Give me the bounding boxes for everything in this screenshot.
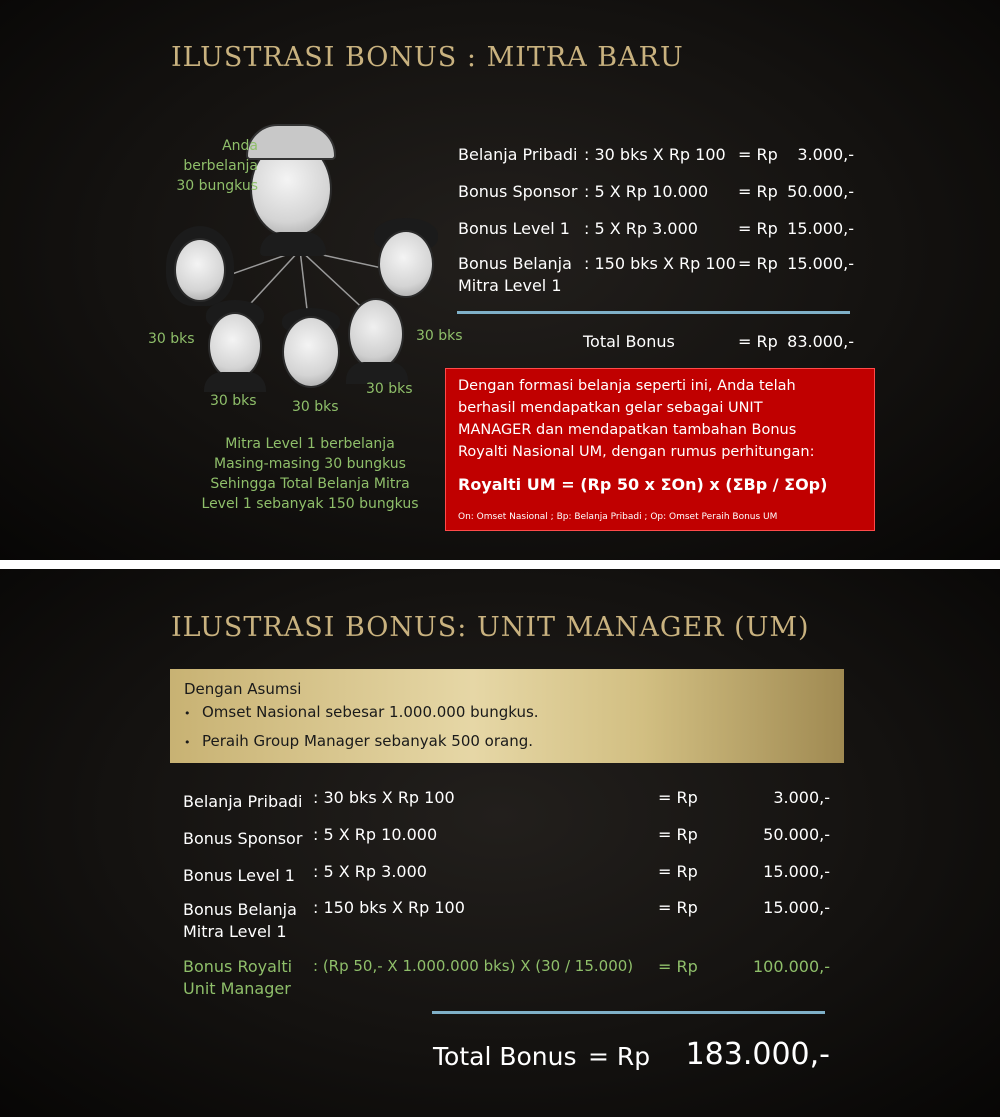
caption-30bks-left: 30 bks bbox=[148, 331, 195, 347]
caption-line: Mitra Level 1 berbelanja bbox=[225, 436, 395, 452]
row-formula: : 150 bks X Rp 100 bbox=[313, 898, 465, 917]
row-amount: 3.000,- bbox=[773, 788, 830, 807]
notice-line: Dengan formasi belanja seperti ini, Anda telah bbox=[458, 378, 796, 394]
caption-mitra-level-1 bbox=[190, 434, 430, 514]
person-left-icon bbox=[174, 238, 226, 302]
cap-icon bbox=[246, 124, 336, 160]
row-label: Bonus Sponsor bbox=[458, 182, 578, 201]
notice-line: MANAGER dan mendapatkan tambahan Bonus bbox=[458, 422, 797, 438]
total-amount: 83.000,- bbox=[787, 332, 854, 351]
row-label: Bonus Sponsor bbox=[183, 829, 303, 848]
row-label: Bonus Level 1 bbox=[183, 866, 295, 885]
person-bottom-3-icon bbox=[348, 298, 404, 370]
row-eq: = Rp bbox=[738, 254, 778, 273]
row-eq: = Rp bbox=[738, 219, 778, 238]
shirt-shape bbox=[260, 232, 326, 256]
row-eq: = Rp bbox=[658, 862, 698, 881]
row-amount: 15.000,- bbox=[787, 254, 854, 273]
row-label: Bonus Belanja bbox=[458, 254, 572, 273]
row-eq: = Rp bbox=[738, 145, 778, 164]
row-amount: 15.000,- bbox=[787, 219, 854, 238]
row-label: Belanja Pribadi bbox=[183, 792, 303, 811]
total-divider bbox=[432, 1011, 825, 1014]
assumption-heading: Dengan Asumsi bbox=[184, 680, 302, 698]
caption-line: Anda bbox=[222, 138, 258, 154]
caption-line: Level 1 sebanyak 150 bungkus bbox=[201, 496, 419, 512]
row-label: Belanja Pribadi bbox=[458, 145, 578, 164]
row-amount: 100.000,- bbox=[752, 957, 830, 976]
row-formula: : 5 X Rp 10.000 bbox=[313, 825, 438, 844]
slide-unit-manager bbox=[0, 569, 1000, 1117]
formula-legend: On: Omset Nasional ; Bp: Belanja Pribadi ; Op: Omset Peraih Bonus UM bbox=[458, 512, 778, 522]
row-eq: = Rp bbox=[658, 825, 698, 844]
assumption-bullet bbox=[184, 703, 539, 721]
row-formula: : 5 X Rp 10.000 bbox=[584, 182, 709, 201]
notice-line: berhasil mendapatkan gelar sebagai UNIT bbox=[458, 400, 763, 416]
caption-30bks-b1: 30 bks bbox=[210, 393, 257, 409]
row-amount: 3.000,- bbox=[797, 145, 854, 164]
row-formula: : 30 bks X Rp 100 bbox=[313, 788, 455, 807]
caption-30bks-b2: 30 bks bbox=[292, 399, 339, 415]
row-amount: 15.000,- bbox=[763, 862, 830, 881]
total-divider bbox=[457, 311, 850, 314]
notice-line: Royalti Nasional UM, dengan rumus perhitungan: bbox=[458, 444, 815, 460]
row-formula: : 5 X Rp 3.000 bbox=[313, 862, 427, 881]
row-eq: = Rp bbox=[738, 182, 778, 201]
notice-text bbox=[458, 375, 814, 463]
row-formula: : 5 X Rp 3.000 bbox=[584, 219, 698, 238]
caption-30bks-right: 30 bks bbox=[416, 328, 463, 344]
row-eq: = Rp bbox=[658, 788, 698, 807]
person-bottom-2-icon bbox=[282, 316, 340, 388]
unit-manager-notice bbox=[445, 368, 875, 531]
caption-line: berbelanja bbox=[183, 158, 258, 174]
caption-30bks-b3: 30 bks bbox=[366, 381, 413, 397]
assumption-bullet bbox=[184, 732, 533, 750]
row-label: Bonus Level 1 bbox=[458, 219, 570, 238]
total-amount: 183.000,- bbox=[685, 1037, 830, 1072]
total-eq: = Rp bbox=[588, 1042, 651, 1071]
person-bottom-1-icon bbox=[208, 312, 262, 380]
bullet-text: Peraih Group Manager sebanyak 500 orang. bbox=[202, 732, 534, 750]
row-formula: : 150 bks X Rp 100 bbox=[584, 254, 736, 273]
caption-line: Masing-masing 30 bungkus bbox=[214, 456, 406, 472]
row-formula: : 30 bks X Rp 100 bbox=[584, 145, 726, 164]
row-label-2: Mitra Level 1 bbox=[458, 276, 562, 295]
caption-line: Sehingga Total Belanja Mitra bbox=[210, 476, 410, 492]
caption-line: 30 bungkus bbox=[176, 178, 258, 194]
slide-title: ILUSTRASI BONUS: UNIT MANAGER (UM) bbox=[171, 612, 810, 643]
bullet-text: Omset Nasional sebesar 1.000.000 bungkus. bbox=[202, 703, 539, 721]
row-label-2: Mitra Level 1 bbox=[183, 922, 287, 941]
row-label-2: Unit Manager bbox=[183, 979, 291, 998]
person-right-icon bbox=[378, 230, 434, 298]
row-amount: 15.000,- bbox=[763, 898, 830, 917]
row-label: Bonus Royalti bbox=[183, 957, 293, 976]
row-eq: = Rp bbox=[658, 898, 698, 917]
bullet-icon: • bbox=[184, 736, 191, 749]
row-formula: : (Rp 50,- X 1.000.000 bks) X (30 / 15.000) bbox=[313, 957, 634, 975]
row-amount: 50.000,- bbox=[763, 825, 830, 844]
row-amount: 50.000,- bbox=[787, 182, 854, 201]
total-label: Total Bonus bbox=[433, 1042, 577, 1071]
royalti-formula: Royalti UM = (Rp 50 x ΣOn) x (ΣBp / ΣOp) bbox=[458, 475, 828, 494]
assumption-box bbox=[170, 669, 844, 763]
row-label: Bonus Belanja bbox=[183, 900, 297, 919]
shirt-shape bbox=[204, 372, 266, 392]
total-label: Total Bonus bbox=[583, 332, 675, 351]
total-eq: = Rp bbox=[738, 332, 778, 351]
bullet-icon: • bbox=[184, 707, 191, 720]
slide-title: ILUSTRASI BONUS : MITRA BARU bbox=[171, 42, 684, 73]
caption-anda bbox=[150, 136, 258, 196]
row-eq: = Rp bbox=[658, 957, 698, 976]
